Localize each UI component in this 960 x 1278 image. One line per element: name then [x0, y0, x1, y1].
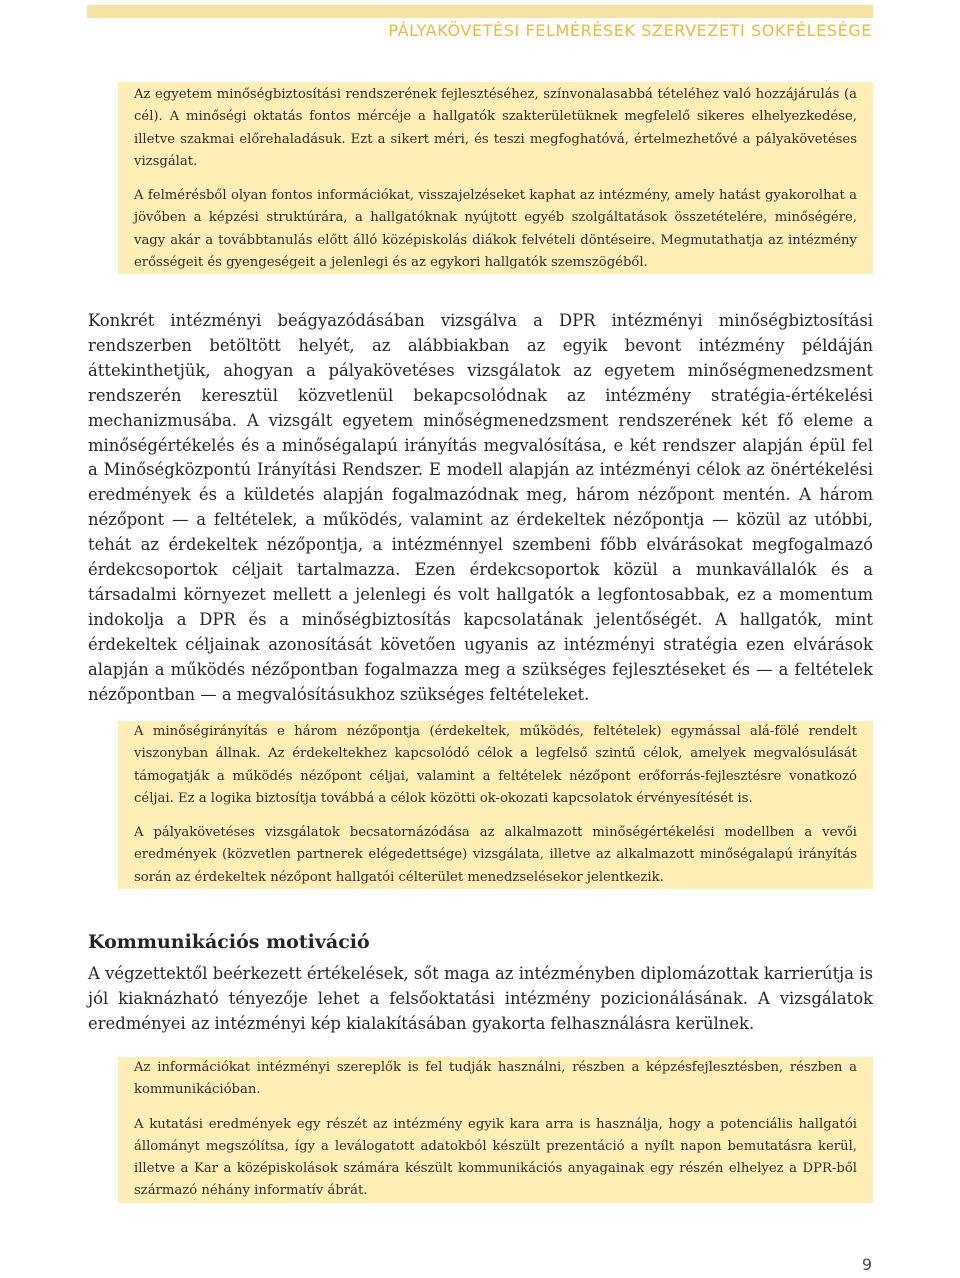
running-header-title: PÁLYAKÖVETÉSI FELMÉRÉSEK SZERVEZETI SOKFÉLESÉGE — [388, 21, 872, 40]
highlight-box-paragraph: A minőségirányítás e három nézőpontja (érdekeltek, működés, feltételek) egymással alá-fölé rendelt viszonyban állnak. Az érdekeltekhez kapcsolódó célok a legfelső szintű célok, amelyek megvalósulását támogatják a működés nézőpont céljai, valamint a feltételek nézőpont erőforrás-fejlesztésre vonatkozó céljai. Ez a logika biztosítja továbbá a célok közötti ok-okozati kapcsolatok érvényesítését is. — [134, 724, 857, 806]
highlight-box-paragraph: A felmérésből olyan fontos információkat, visszajelzéseket kaphat az intézmény, amely hatást gyakorolhat a jövőben a képzési struktúrára, a hallgatóknak nyújtott egyéb szolgáltatások összetételére, minőségére, vagy akár a továbbtanulás előtt álló középiskolás diákok felvételi döntéseire. Megmutathatja az intézmény erősségeit és gyengeségeit a jelenlegi és az egykori hallgatók szemszögéből. — [134, 188, 857, 271]
section-heading-communication: Kommunikációs motiváció — [88, 931, 370, 953]
highlight-box-paragraph: Az egyetem minőségbiztosítási rendszerének fejlesztéséhez, színvonalasabbá tételéhez való hozzájárulás (a cél). A minőségi oktatás fontos mércéje a hallgatók szakterületüknek megfelelő sikeres elhelyezkedése, illetve szakmai előrehaladásuk. Ezt a sikert méri, és teszi megfoghatóvá, értelmezhetővé a pályakövetéses vizsgálat. — [134, 87, 857, 169]
highlight-box-paragraph: A kutatási eredmények egy részét az intézmény egyik kara arra is használja, hogy a potenciális hallgatói állományt megszólítsa, így a leválogatott adatokból készült prezentáció a nyílt napon bemutatásra kerül, illetve a Kar a középiskolások számára készült kommunikációs anyagainak egy részén elhelyez a DPR-ből származó néhány informatív ábrát. — [134, 1116, 857, 1199]
body-paragraph-communication: A végzettektől beérkezett értékelések, sőt maga az intézményben diplomázottak karrierútja is jól kiaknázható tényezője lehet a felsőoktatási intézmény pozicionálásának. A vizsgálatok eredményei az intézményi kép kialakításában gyakorta felhasználásra kerülnek. — [88, 964, 873, 1033]
body-paragraph-integration: Konkrét intézményi beágyazódásában vizsgálva a DPR intézményi minőségbiztosítási rendszerben betöltött helyét, az alábbiakban az egyik bevont intézmény példáján áttekinthetjük, ahogyan a pályakövetéses vizsgálatok az egyetem minőségmenedzsment rendszerén keresztül közvetlenül bekapcsolódnak az intézmény stratégia-értékelési mechanizmusába. A vizsgált egyetem minőségmenedzsment rendszerének két fő eleme a minőségértékelés és a minőségalapú irányítás megvalósítása, e két rendszer alapján épül fel a Minőségközpontú Irányítási Rendszer. E modell alapján az intézményi célok az önértékelési eredmények és a küldetés alapján fogalmazódnak meg, három nézőpont mentén. A három nézőpont — a feltételek, a működés, valamint az érdekeltek nézőpontja — közül az utóbbi, tehát az érdekeltek nézőpontja, a intézménnyel szembeni főbb elvárásokat megfogalmazó érdekcsoportok céljait tartalmazza. Ezen érdekcsoportok közül a munkavállalók és a társadalmi környezet mellett a jelenlegi és volt hallgatók a legfontosabbak, ez a momentum indokolja a DPR és a minőségbiztosítás kapcsolatának jelentőségét. A hallgatók, mint érdekeltek céljainak azonosítását követően ugyanis az intézményi stratégia ezen elvárások alapján a működés nézőpontban fogalmazza meg a szükséges fejlesztéseket és — a feltételek nézőpontban — a megvalósításukhoz szükséges feltételeket. — [88, 311, 873, 704]
highlight-box-quality-management — [118, 721, 873, 889]
header-accent-bar — [87, 5, 873, 18]
highlight-box-communication — [118, 1057, 873, 1203]
page-number: 9 — [861, 1255, 872, 1274]
highlight-box-purpose — [118, 82, 873, 274]
highlight-box-paragraph: Az információkat intézményi szereplők is fel tudják használni, részben a képzésfejlesztésben, részben a kommunikációban. — [134, 1060, 857, 1098]
highlight-box-paragraph: A pályakövetéses vizsgálatok becsatornázódása az alkalmazott minőségértékelési modellben a vevői eredmények (közvetlen partnerek elégedettsége) vizsgálata, illetve az alkalmazott minőségalapú irányítás során az érdekeltek nézőpont hallgatói célterület menedzselésekor jelentkezik. — [134, 825, 857, 885]
